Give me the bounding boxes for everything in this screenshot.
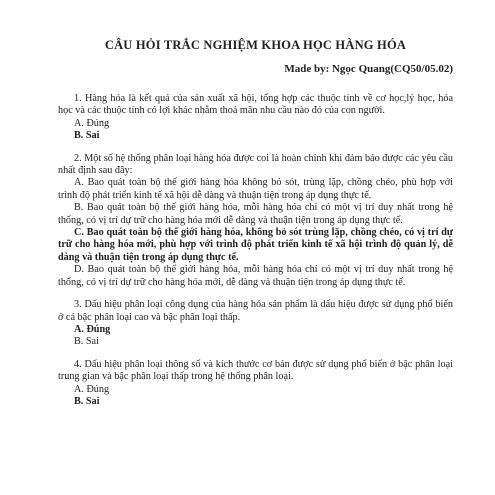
option-a: A. Bao quát toàn bộ thế giới hàng hóa không bỏ sót, trùng lặp, chồng chéo, phù hợp với trình độ phát triển kinh tế xã hội dễ dàng và thuận tiện trong áp dụng thực tế.	[58, 177, 453, 201]
question-4	[58, 359, 453, 409]
question-stem: 1. Hàng hóa là kết quả của sản xuất xã hội, tổng hợp các thuộc tính về cơ học,lý học, hóa học và các thuộc tính có lợi khác nhằm thoả mãn nhu cầu nào đó của con người.	[58, 93, 453, 117]
question-stem: 2. Một số hệ thống phân loại hàng hóa được coi là hoàn chỉnh khi đảm bảo được các yêu cầu nhất định sau đây:	[58, 152, 453, 177]
question-stem: 3. Dấu hiệu phân loại công dụng của hàng hóa sản phẩm là dấu hiệu được sử dụng phổ biến ở cả bậc phân loại cao và bậc phân loại thấp.	[58, 299, 453, 323]
question-1	[58, 93, 453, 143]
option-a: A. Đúng	[74, 323, 111, 335]
option-a: A. Đúng	[74, 117, 110, 129]
author-line: Made by: Ngọc Quang(CQ50/05.02)	[284, 63, 453, 75]
question-2	[58, 153, 453, 289]
option-a: A. Đúng	[74, 383, 110, 395]
document-title: CÂU HỎI TRẮC NGHIỆM KHOA HỌC HÀNG HÓA	[104, 38, 407, 52]
question-stem: 4. Dấu hiệu phân loại thông số và kích thước cơ bản được sử dụng phổ biến ở bậc phân loại trung gian và bậc phân loại thấp trong hệ thống phân loại.	[58, 358, 453, 383]
option-b: B. Sai	[74, 336, 99, 348]
option-d: D. Bao quát toàn bộ thế giới hàng hóa, mỗi hàng hóa chỉ có một vị trí duy nhất trong hệ thống, có vị trí dự trữ cho hàng hóa mới, dễ dàng và thuận tiện trong áp dụng thực tế.	[58, 264, 453, 288]
option-b: B. Sai	[74, 395, 100, 407]
option-c: C. Bao quát toàn bộ thế giới hàng hóa, không bỏ sót trùng lặp, chồng chéo, có vị trí dự trữ cho hàng hóa mới, phù hợp với trình độ phát triển kinh tế xã hội trình độ quản lý, dễ dàng và thuận tiện trong áp dụng thực tế.	[58, 227, 453, 263]
option-b: B. Sai	[74, 130, 100, 142]
question-3	[58, 299, 453, 349]
option-b: B. Bao quát toàn bộ thế giới hàng hóa, mỗi hàng hóa chỉ có một vị trí duy nhất trong hệ thống, có vị trí dự trữ cho hàng hóa mới dễ dàng và thuận tiện trong áp dụng thực tế.	[58, 202, 453, 226]
